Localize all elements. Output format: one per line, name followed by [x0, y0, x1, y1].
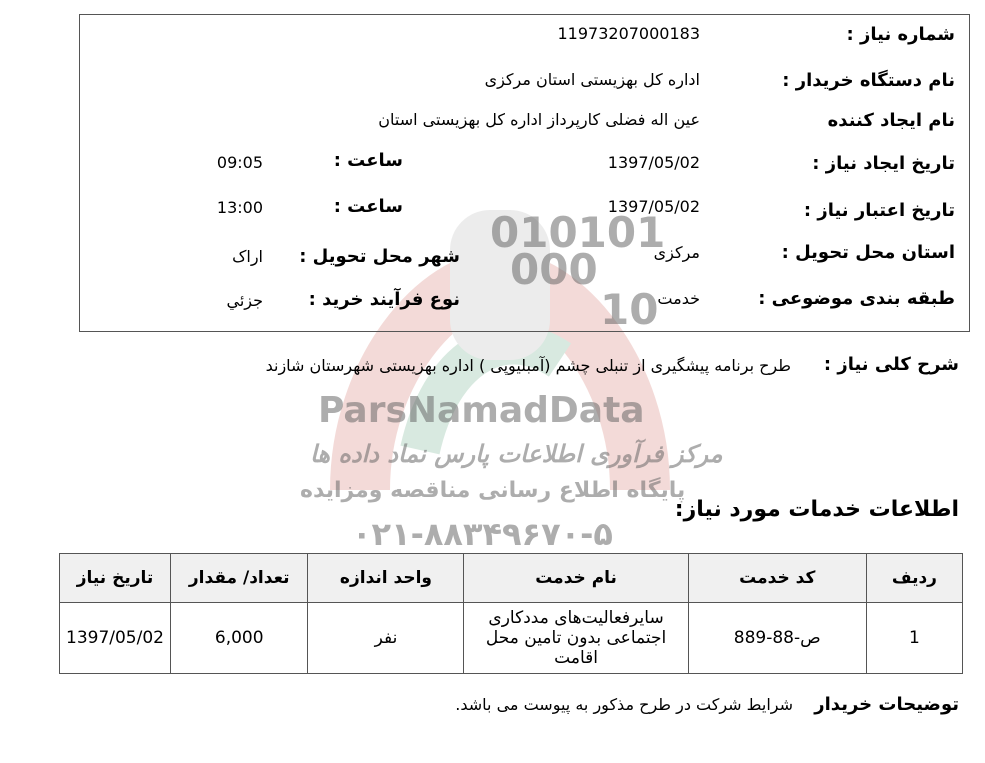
category-value: خدمت — [657, 289, 700, 308]
created-time-label: ساعت : — [333, 150, 403, 171]
services-table — [59, 553, 963, 674]
description-label: شرح کلی نیاز : — [823, 354, 959, 375]
validity-date-value: 1397/05/02 — [607, 197, 700, 216]
province-label: استان محل تحویل : — [781, 242, 955, 263]
watermark-digits-3: 10 — [600, 285, 659, 334]
purchase-type-value: جزئي — [226, 291, 263, 310]
province-value: مرکزی — [653, 243, 700, 262]
row-code: ص-88-889 — [688, 603, 866, 674]
city-label: شهر محل تحویل : — [299, 246, 460, 267]
validity-time-label: ساعت : — [333, 196, 403, 217]
col-index: ردیف — [866, 554, 962, 603]
validity-date-label: تاریخ اعتبار نیاز : — [803, 200, 955, 221]
watermark-line-2: پایگاه اطلاع رسانی مناقصه ومزایده — [300, 478, 686, 503]
creator-label: نام ایجاد کننده — [827, 110, 955, 131]
created-date-label: تاریخ ایجاد نیاز : — [812, 153, 955, 174]
buyer-org-label: نام دستگاه خریدار : — [782, 70, 955, 91]
purchase-type-label: نوع فرآیند خرید : — [308, 289, 460, 310]
watermark-phone: ۰۲۱-۸۸۳۴۹۶۷۰-۵ — [352, 515, 613, 553]
row-unit: نفر — [308, 603, 464, 674]
watermark-brand: ParsNamadData — [318, 390, 645, 431]
watermark-line-1: مرکز فرآوری اطلاعات پارس نماد داده ها — [310, 440, 723, 468]
col-date: تاریخ نیاز — [60, 554, 171, 603]
created-date-value: 1397/05/02 — [607, 153, 700, 172]
watermark-digits-2: 000 — [510, 245, 598, 294]
creator-value: عین اله فضلی کارپرداز اداره کل بهزیستی استان — [378, 110, 700, 129]
buyer-org-value: اداره کل بهزیستی استان مرکزی — [484, 70, 700, 89]
created-time-value: 09:05 — [216, 153, 263, 172]
validity-time-value: 13:00 — [216, 198, 263, 217]
buyer-notes-text: شرایط شرکت در طرح مذکور به پیوست می باشد. — [455, 695, 793, 714]
col-unit: واحد اندازه — [308, 554, 464, 603]
row-name: سایرفعالیت‌های مددکاری اجتماعی بدون تامین محل اقامت — [464, 603, 688, 674]
need-number-label: شماره نیاز : — [846, 24, 955, 45]
row-quantity: 6,000 — [170, 603, 307, 674]
city-value: اراک — [232, 247, 263, 266]
col-code: کد خدمت — [688, 554, 866, 603]
need-number-value: 11973207000183 — [557, 24, 700, 43]
row-date: 1397/05/02 — [60, 603, 171, 674]
services-header-row — [60, 554, 963, 603]
category-label: طبقه بندی موضوعی : — [758, 288, 955, 309]
description-text: طرح برنامه پیشگیری از تنبلی چشم (آمبلیوپی ) اداره بهزیستی شهرستان شازند — [265, 356, 791, 375]
watermark-digits-1: 010101 — [490, 208, 666, 257]
col-name: نام خدمت — [464, 554, 688, 603]
table-row — [60, 603, 963, 674]
services-title: اطلاعات خدمات مورد نیاز: — [674, 497, 959, 522]
row-index: 1 — [866, 603, 962, 674]
buyer-notes-label: توضیحات خریدار — [814, 694, 959, 715]
col-quantity: تعداد/ مقدار — [170, 554, 307, 603]
